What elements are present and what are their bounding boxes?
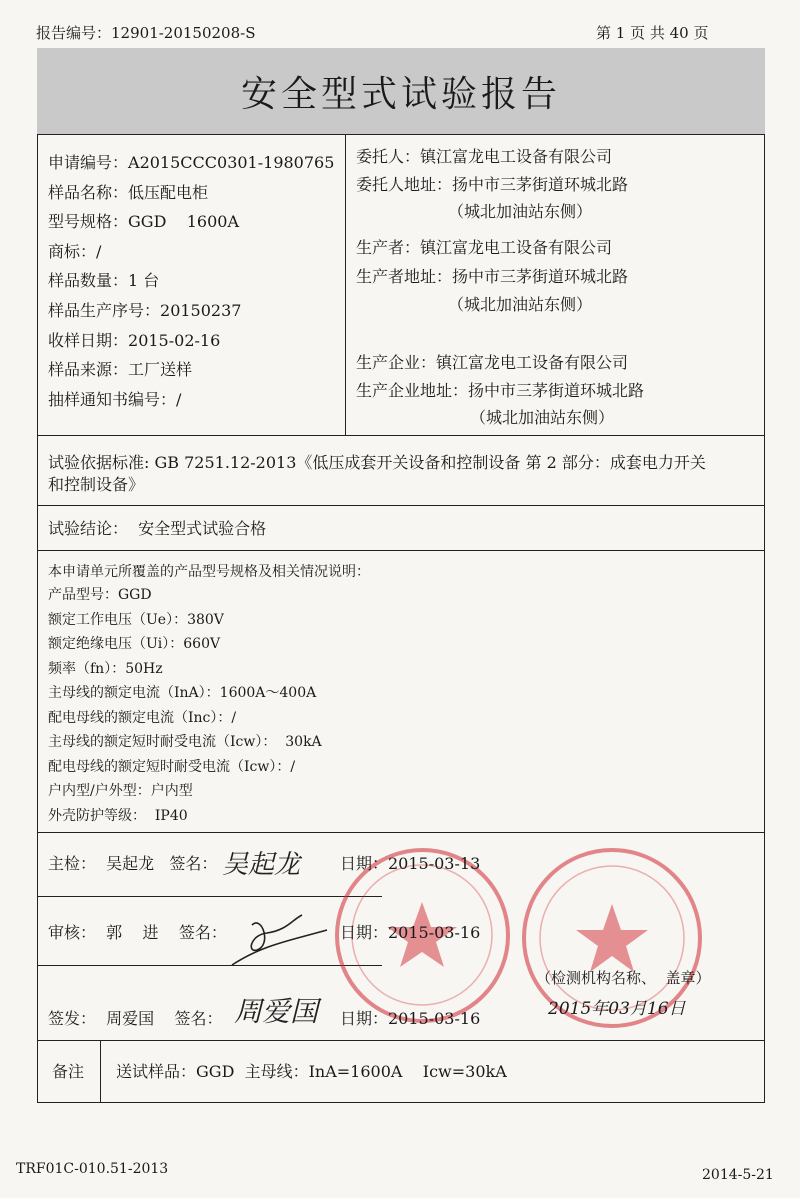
inspector: 主检： 吴起龙 签名： [48,854,218,873]
column-divider [100,1040,101,1103]
client-address: 委托人地址：扬中市三茅街道环城北路 [356,175,629,194]
remarks-label: 备注 [52,1062,85,1081]
reviewer: 审核： 郭 进 签名： [48,923,227,942]
producer: 生产者：镇江富龙电工设备有限公司 [356,238,613,257]
test-standard-line1: 试验依据标准: GB 7251.12-2013《低压成套开关设备和控制设备 第 2 部分：成套电力开关 [48,453,706,472]
divider [37,435,765,436]
client: 委托人：镇江富龙电工设备有限公司 [356,147,613,166]
inspector-signature: 吴起龙 [222,850,301,880]
divider [37,134,765,135]
scope-intro: 本申请单元所覆盖的产品型号规格及相关情况说明： [48,564,370,580]
applicant-info [48,152,334,418]
client-address-note: （城北加油站东侧） [448,202,593,221]
remarks-text: 送试样品：GGD 主母线：InA=1600A Icw=30kA [116,1062,507,1081]
info-row: 样品名称：低压配电柜 [48,182,209,202]
scope-line: 频率（fn）：50Hz [48,660,163,677]
column-divider [345,134,346,435]
inspector-date: 日期：2015-03-13 [340,854,481,873]
seal-caption: （检测机构名称、 盖章） [536,969,711,987]
scope-line: 配电母线的额定电流（Inc）：/ [48,709,237,726]
producer-address-note: （城北加油站东侧） [448,295,593,314]
scope-line: 主母线的额定电流（InA）：1600A～400A [48,685,317,701]
info-row: 型号规格：GGD 1600A [48,212,240,232]
divider [37,550,765,551]
reviewer-signature-icon [192,905,332,975]
report-title: 安全型式试验报告 [37,48,765,134]
divider [37,1040,765,1041]
info-row: 样品生产序号：20150237 [48,300,242,320]
report-number-value: 12901-20150208-S [111,24,256,42]
divider [37,896,382,897]
scope-line: 产品型号：GGD [48,587,152,603]
factory: 生产企业：镇江富龙电工设备有限公司 [356,353,629,372]
form-date: 2014-5-21 [702,1167,774,1183]
approver-signature: 周爱国 [234,995,319,1028]
report-number-label: 报告编号： [36,24,112,42]
info-row: 抽样通知书编号：/ [48,389,182,409]
divider [37,832,765,833]
scope-list [48,586,322,831]
factory-address-note: （城北加油站东侧） [470,408,615,427]
approver-date: 日期：2015-03-16 [340,1009,481,1028]
test-conclusion: 试验结论： 安全型式试验合格 [48,519,267,538]
scope-line: 配电母线的额定短时耐受电流（Icw）：/ [48,758,296,775]
factory-address: 生产企业地址：扬中市三茅街道环城北路 [356,381,645,400]
report-number [36,22,256,43]
approver: 签发： 周爱国 签名： [48,1009,223,1028]
scope-line: 户内型/户外型：户内型 [48,783,193,799]
page-info: 第 1 页 共 40 页 [596,24,709,42]
divider [37,505,765,506]
scope-line: 额定绝缘电压（Ui）：660V [48,636,221,652]
test-standard-line2: 和控制设备》 [48,475,145,494]
info-row: 申请编号：A2015CCC0301-1980765 [48,153,335,172]
reviewer-date: 日期：2015-03-16 [340,923,481,942]
info-row: 商标：/ [48,241,102,261]
info-row: 样品数量：1 台 [48,271,160,291]
scope-line: 额定工作电压（Ue）：380V [48,611,224,628]
seal-date: 2015年03月16日 [548,999,686,1019]
info-row: 样品来源：工厂送样 [48,360,193,380]
scope-line: 主母线的额定短时耐受电流（Icw）： 30kA [48,734,322,750]
info-row: 收样日期：2015-02-16 [48,330,221,350]
scope-line: 外壳防护等级： IP40 [48,807,188,824]
producer-address: 生产者地址：扬中市三茅街道环城北路 [356,267,629,286]
form-number: TRF01C-010.51-2013 [16,1161,169,1177]
